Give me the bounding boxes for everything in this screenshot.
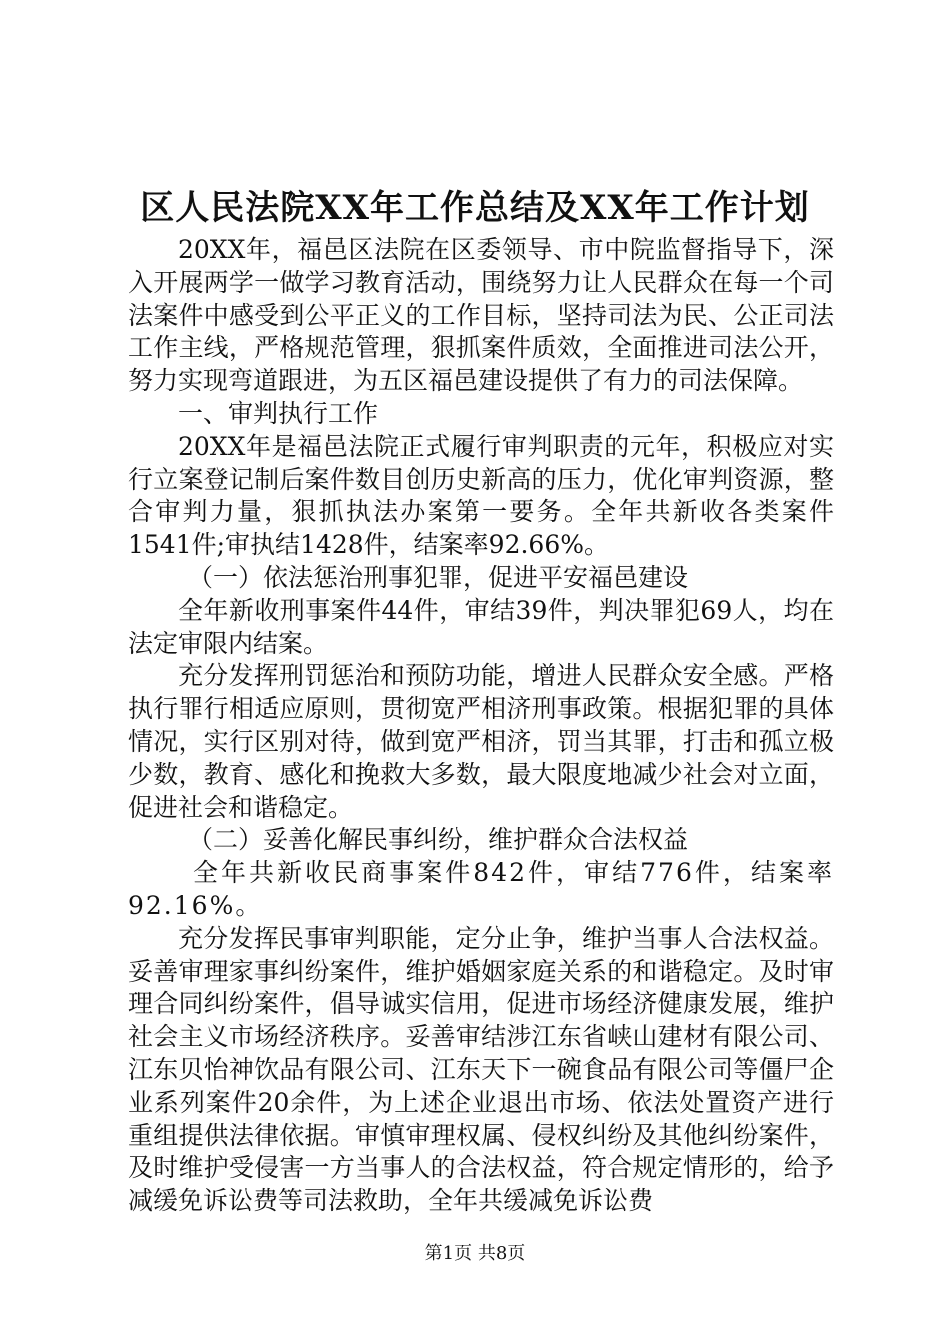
paragraph-civil-details: 充分发挥民事审判职能，定分止争，维护当事人合法权益。妥善审理家事纠纷案件，维护婚姻家庭关系的和谐稳定。及时审理合同纠纷案件，倡导诚实信用，促进市场经济健康发展，维护社会主义市场经济秩序。妥善审结涉江东省峡山建材有限公司、江东贝怡神饮品有限公司、江东天下一碗食品有限公司等僵尸企业系列案件20余件，为上述企业退出市场、依法处置资产进行重组提供法律依据。审慎审理权属、侵权纠纷及其他纠纷案件，及时维护受侵害一方当事人的合法权益，符合规定情形的，给予减缓免诉讼费等司法救助，全年共缓减免诉讼费 [128, 923, 834, 1216]
paragraph-trial-summary: 20XX年是福邑法院正式履行审判职责的元年，积极应对实行立案登记制后案件数目创历史新高的压力，优化审判资源，整合审判力量，狠抓执法办案第一要务。全年共新收各类案件1541件;审执结1428件，结案率92.66%。 [128, 431, 834, 560]
paragraph-criminal-stats: 全年新收刑事案件44件，审结39件，判决罪犯69人，均在法定审限内结案。 [128, 595, 834, 658]
page-footer: 第1页 共8页 [424, 1243, 526, 1264]
paragraph-intro: 20XX年，福邑区法院在区委领导、市中院监督指导下，深入开展两学一做学习教育活动，围绕努力让人民群众在每一个司法案件中感受到公平正义的工作目标，坚持司法为民、公正司法工作主线，严格规范管理，狠抓案件质效，全面推进司法公开，努力实现弯道跟进，为五区福邑建设提供了有力的司法保障。 [128, 235, 834, 396]
document-title: 区人民法院XX年工作总结及XX年工作计划 [140, 188, 810, 228]
subsection-heading-civil: （二）妥善化解民事纠纷，维护群众合法权益 [188, 825, 689, 855]
paragraph-criminal-policy: 充分发挥刑罚惩治和预防功能，增进人民群众安全感。严格执行罪行相适应原则，贯彻宽严相济刑事政策。根据犯罪的具体情况，实行区别对待，做到宽严相济，罚当其罪，打击和孤立极少数，教育、感化和挽救大多数，最大限度地减少社会对立面，促进社会和谐稳定。 [128, 661, 834, 822]
section-heading-trial-execution: 一、审判执行工作 [178, 398, 379, 428]
paragraph-civil-stats: 全年共新收民商事案件842件，审结776件，结案率92.16%。 [128, 858, 834, 920]
subsection-heading-criminal: （一）依法惩治刑事犯罪，促进平安福邑建设 [188, 562, 689, 592]
document-body [128, 234, 834, 1218]
